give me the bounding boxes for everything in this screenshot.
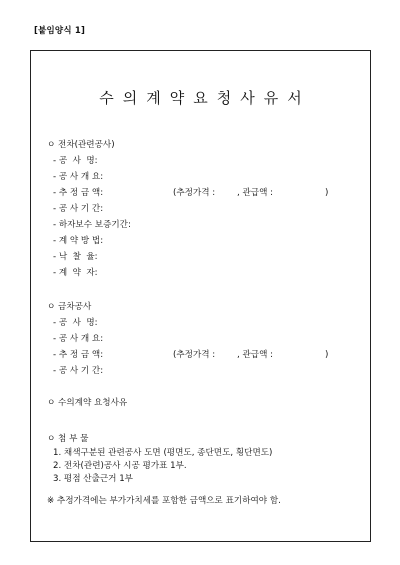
prev-work-amount-detail: (추정가격 : , 관급액 : ) xyxy=(173,188,329,198)
attachment-form-label: [붙임양식 1] xyxy=(34,26,86,36)
prev-work-summary-field: - 공 사 개 요: xyxy=(53,172,104,182)
section-current-work-heading: ㅇ 금차공사 xyxy=(47,302,92,312)
prev-work-contract-method-field: - 계 약 방 법: xyxy=(53,236,104,246)
prev-work-amount-field: - 추 정 금 액: xyxy=(53,188,104,198)
current-work-amount-detail: (추정가격 : , 관급액 : ) xyxy=(173,350,329,360)
current-work-amount-field: - 추 정 금 액: xyxy=(53,350,104,360)
footnote: ※ 추정가격에는 부가가치세를 포함한 금액으로 표기하여야 함. xyxy=(47,496,281,506)
current-work-name-field: - 공 사 명: xyxy=(53,318,98,328)
section-attachments-heading: ㅇ 첨 부 물 xyxy=(47,434,89,444)
prev-work-bid-rate-field: - 낙 찰 율: xyxy=(53,252,98,262)
section-reason-heading: ㅇ 수의계약 요청사유 xyxy=(47,398,128,408)
prev-work-contractor-field: - 계 약 자: xyxy=(53,268,98,278)
form-title: 수의계약요청사유서 xyxy=(99,89,311,107)
prev-work-name-field: - 공 사 명: xyxy=(53,156,98,166)
prev-work-period-field: - 공 사 기 간: xyxy=(53,204,104,214)
prev-work-warranty-field: - 하자보수 보증기간: xyxy=(53,220,131,230)
attachment-item: 2. 전차(관련)공사 시공 평가표 1부. xyxy=(53,461,187,471)
attachment-item: 3. 평점 산출근거 1부 xyxy=(53,474,133,484)
current-work-period-field: - 공 사 기 간: xyxy=(53,366,104,376)
request-form-frame xyxy=(30,50,371,542)
attachment-item: 1. 채색구분된 관련공사 도면 (평면도, 종단면도, 횡단면도) xyxy=(53,448,273,458)
section-prev-work-heading: ㅇ 전차(관련공사) xyxy=(47,140,115,150)
current-work-summary-field: - 공 사 개 요: xyxy=(53,334,104,344)
